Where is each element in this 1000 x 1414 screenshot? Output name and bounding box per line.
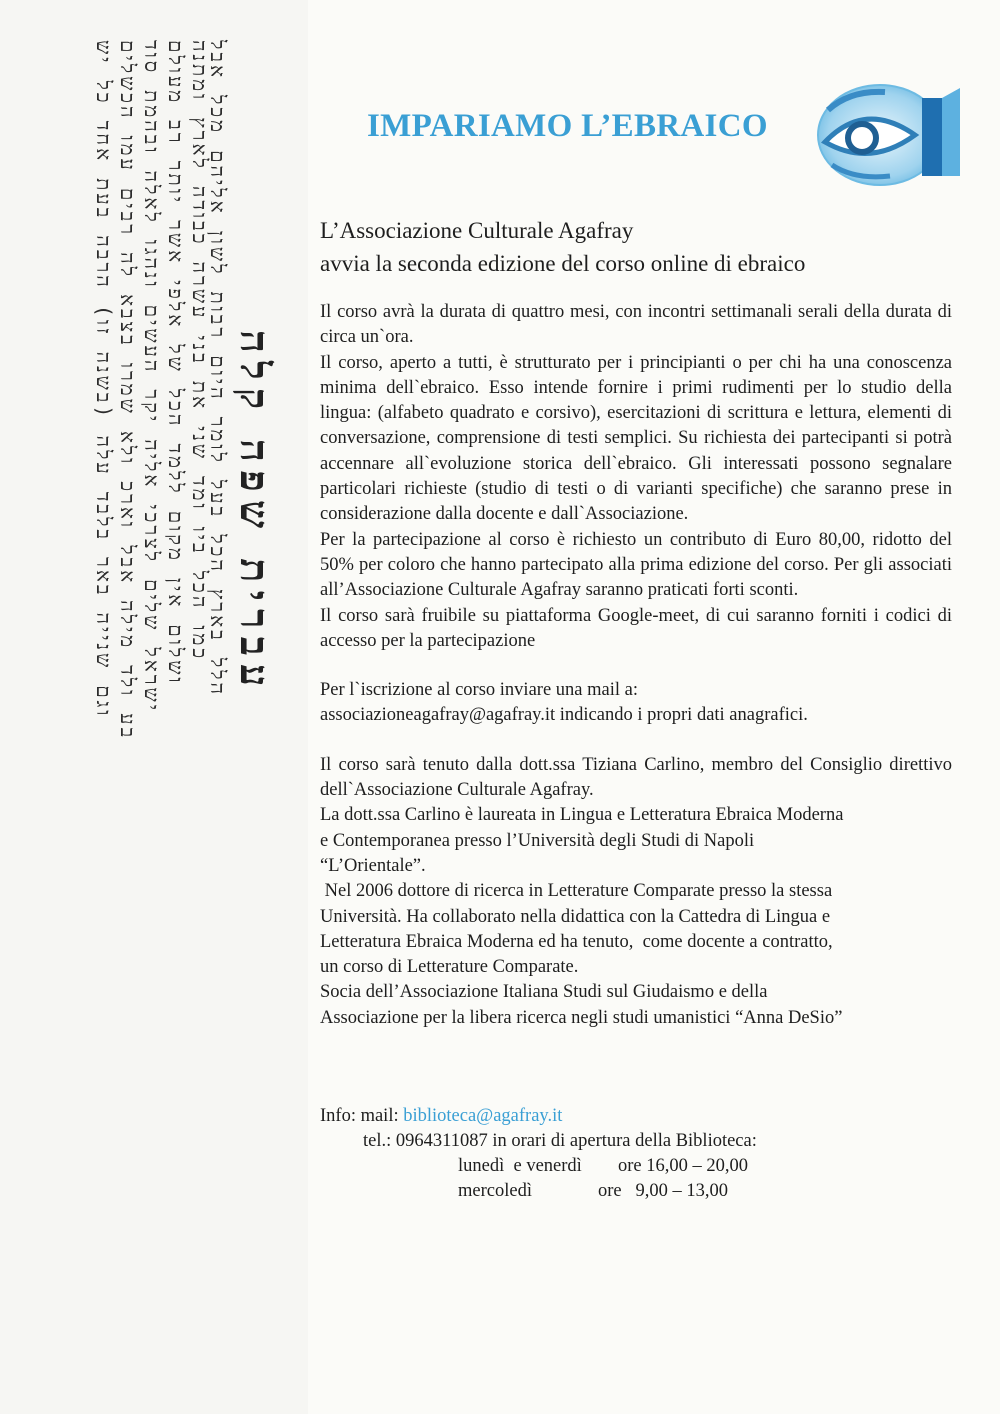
hebrew-large-caption: עברית שפה קלה bbox=[231, 330, 278, 695]
agafray-eye-logo-icon bbox=[810, 80, 965, 190]
schedule-day: lunedì e venerdì bbox=[458, 1156, 582, 1176]
paragraph-teacher: Il corso sarà tenuto dalla dott.ssa Tiziana Carlino, membro del Consiglio direttivo dell`Associazione Culturale Agafray. bbox=[320, 754, 952, 801]
hebrew-text-column: ושלום אין מקום ללמד הכל של אלפי אשר יותר רב מעולם bbox=[164, 40, 188, 686]
schedule-hours: ore 9,00 – 13,00 bbox=[598, 1181, 728, 1201]
hebrew-text-column: כמו הכל ביו ומד שני את בני עשרה כבודה לארץ ומתנה bbox=[188, 40, 212, 662]
hebrew-text-sidebar bbox=[0, 0, 308, 1414]
page-title: IMPARIAMO L’EBRAICO bbox=[367, 108, 768, 144]
schedule-row bbox=[320, 1154, 757, 1179]
hebrew-text-column: הלל בארץ הכל בעל לומר היום רבות לשון אליהם מכל אבל bbox=[206, 40, 230, 698]
mail-link[interactable]: biblioteca@agafray.it bbox=[403, 1106, 563, 1126]
paragraph-duration: Il corso avrà la durata di quattro mesi, con incontri settimanali serali della durata di circa un`ora. bbox=[320, 302, 952, 348]
registration-email-line: associazioneagafray@agafray.it indicando i propri dati anagrafici. bbox=[320, 705, 808, 726]
schedule-day: mercoledì bbox=[458, 1181, 532, 1201]
bio-line: e Contemporanea presso l’Università degli Studi di Napoli bbox=[320, 830, 755, 851]
bio-line: Letteratura Ebraica Moderna ed ha tenuto, come docente a contratto, bbox=[320, 931, 833, 952]
telephone-line: tel.: 0964311087 in orari di apertura della Biblioteca: bbox=[363, 1131, 757, 1151]
bio-line: Università. Ha collaborato nella didattica con la Cattedra di Lingua e bbox=[320, 906, 831, 927]
paragraph-fee: Per la partecipazione al corso è richiesto un contributo di Euro 80,00, ridotto del 50% per coloro che hanno partecipato alla prima edizione del corso. Per gli associati all’Associazione Culturale Agafray saranno praticati forti sconti. bbox=[320, 529, 952, 601]
hebrew-text-column: ישראל שלים לצרכי אליה יקר העשים ונהגו לאלה ובהמת סוד bbox=[140, 40, 164, 713]
schedule-hours: ore 16,00 – 20,00 bbox=[618, 1156, 748, 1176]
registration-line: Per l`iscrizione al corso inviare una mail a: bbox=[320, 680, 638, 701]
intro-line: avvia la seconda edizione del corso online di ebraico bbox=[320, 251, 806, 276]
hebrew-text-column: בע ולד מילה אבל וארכ ולא שמרו בצבא לה רבים עמו הכשלים bbox=[116, 40, 140, 741]
hebrew-text-column: וגם שנייה באר בלבד עלה (בשנה זו) הרבה בעת אחד כל יש bbox=[92, 40, 116, 719]
bio-line: Associazione per la libera ricerca negli studi umanistici “Anna DeSio” bbox=[320, 1007, 843, 1028]
bio-line: un corso di Letterature Comparate. bbox=[320, 957, 579, 978]
paragraph-platform: Il corso sarà fruibile su piattaforma Google-meet, di cui saranno forniti i codici di accesso per la partecipazione bbox=[320, 605, 952, 651]
bio-line: Socia dell’Associazione Italiana Studi sul Giudaismo e della bbox=[320, 982, 768, 1003]
bio-line: “L’Orientale”. bbox=[320, 855, 426, 876]
schedule-row bbox=[320, 1179, 757, 1204]
bio-line: Nel 2006 dottore di ricerca in Letterature Comparate presso la stessa bbox=[320, 881, 833, 902]
intro-heading bbox=[320, 214, 805, 280]
intro-line: L’Associazione Culturale Agafray bbox=[320, 218, 634, 243]
contact-info bbox=[320, 1104, 757, 1204]
mail-label: Info: mail: bbox=[320, 1106, 404, 1126]
announcement-body bbox=[320, 300, 952, 1031]
paragraph-description: Il corso, aperto a tutti, è strutturato per i principianti o per chi ha una conoscenza minima dell`ebraico. Esso intende fornire i primi rudimenti per lo studio della lingua: (alfabeto quadrato e corsivo), esercitazioni di scrittura e lettura, elementi di conversazione, comprensione di testi semplici. Su richiesta dei partecipanti si potrà accennare all`evoluzione storica dell`ebraico. Gli interessati possono segnalare particolari richieste (studio di testi o di varianti specifiche) che saranno prese in considerazione dalla docente e dall`Associazione. bbox=[320, 352, 952, 525]
bio-line: La dott.ssa Carlino è laureata in Lingua e Letteratura Ebraica Moderna bbox=[320, 805, 844, 826]
